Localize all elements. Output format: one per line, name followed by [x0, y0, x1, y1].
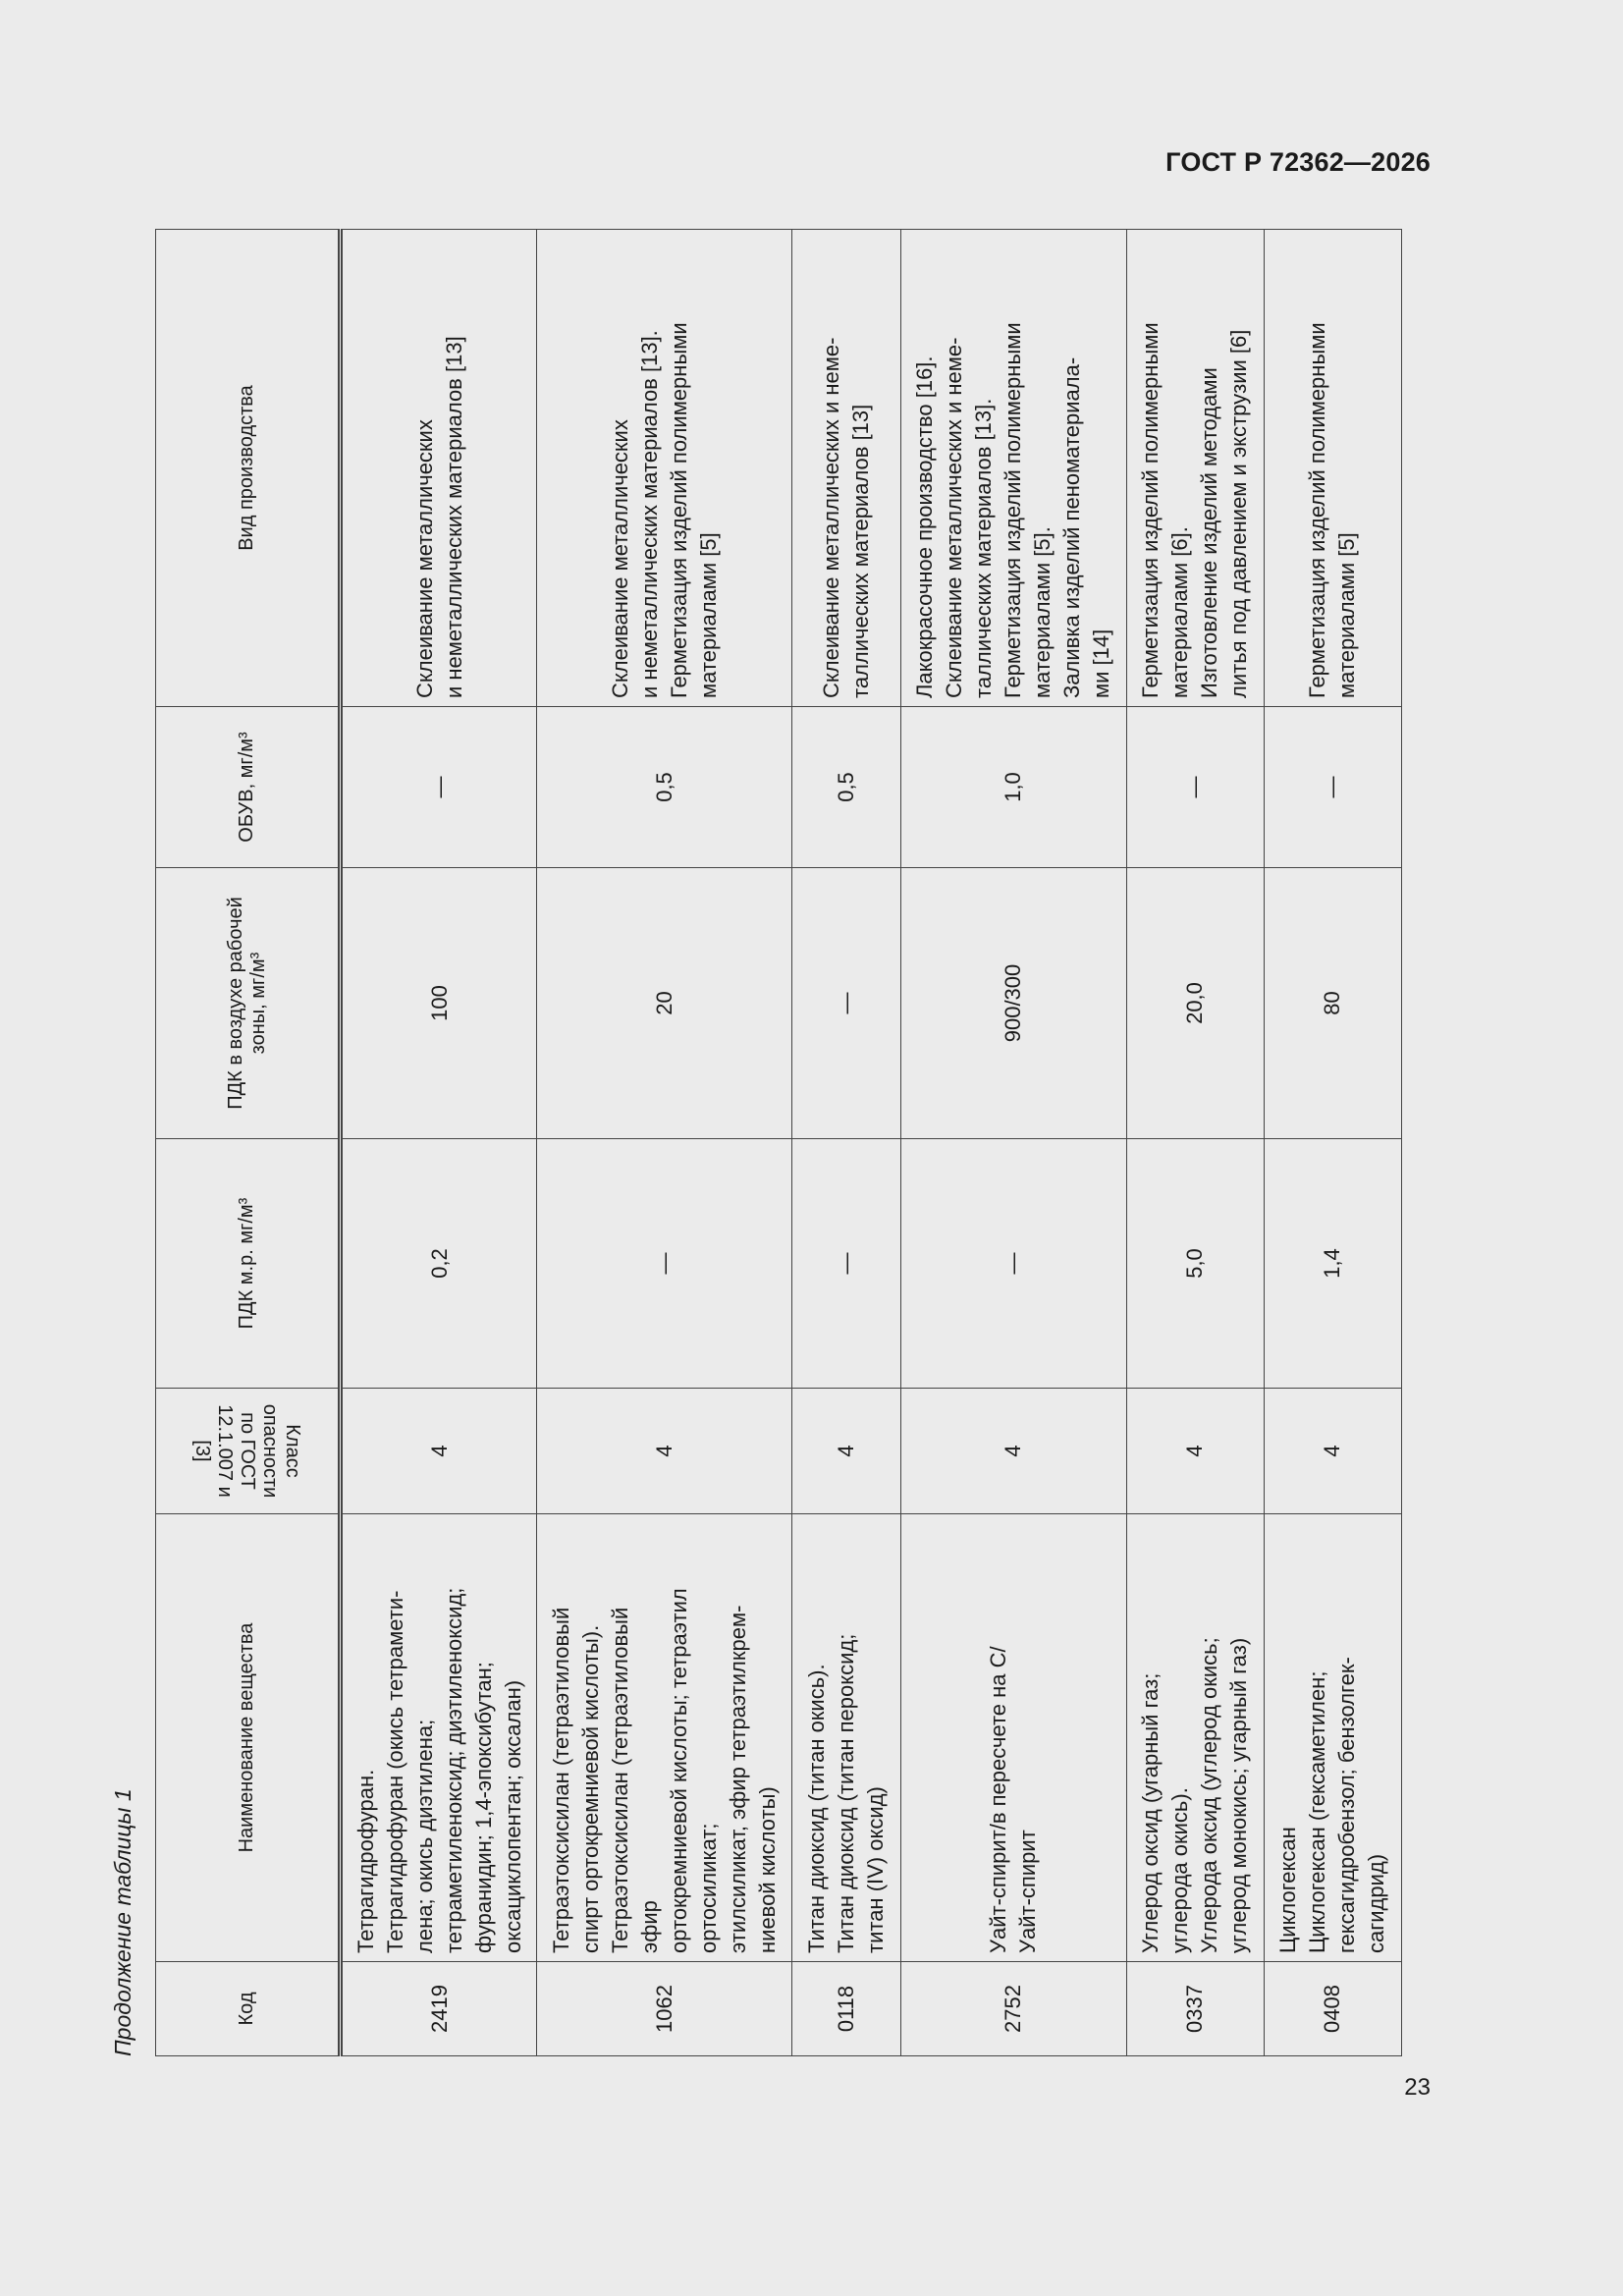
production-line: литья под давлением и экструзии [6] — [1226, 329, 1252, 698]
table-row — [1126, 230, 1264, 2056]
cell-hazard-class: 4 — [900, 1389, 1126, 1514]
cell-name — [900, 1514, 1126, 1962]
name-line: фуранидин; 1,4-эпоксибутан; — [470, 1662, 496, 1953]
cell-hazard-class: 4 — [1264, 1389, 1401, 1514]
production-line: Склеивание металлических и неме- — [942, 337, 967, 698]
table-header-row — [156, 230, 341, 2056]
cell-production — [792, 230, 900, 707]
name-line: ортосиликат; — [695, 1823, 721, 1953]
cell-pdk-air: 20,0 — [1126, 868, 1264, 1139]
name-line: Циклогексан — [1275, 1827, 1301, 1953]
production-line: Лакокрасочное производство [16]. — [912, 355, 938, 698]
page-number: 23 — [1404, 2074, 1431, 2101]
production-line: материалами [5]. — [1030, 526, 1055, 698]
cell-hazard-class: 4 — [1126, 1389, 1264, 1514]
cell-name — [792, 1514, 900, 1962]
cell-obuv: — — [1264, 707, 1401, 868]
name-line: эфир — [636, 1900, 662, 1953]
cell-code: 0337 — [1126, 1962, 1264, 2056]
substances-table — [155, 229, 1402, 2056]
name-line: Циклогексан (гексаметилен; — [1305, 1670, 1330, 1953]
production-line: материалами [6]. — [1167, 526, 1193, 698]
cell-obuv: — — [341, 707, 537, 868]
cell-code: 2419 — [341, 1962, 537, 2056]
production-line: Герметизация изделий полимерными — [1001, 322, 1026, 698]
cell-code: 0408 — [1264, 1962, 1401, 2056]
name-line: Тетрагидрофуран. — [352, 1769, 378, 1953]
cell-pdk-mr: — — [537, 1139, 792, 1389]
cell-name — [1264, 1514, 1401, 1962]
cell-pdk-mr: — — [792, 1139, 900, 1389]
col-header-pdk-mr: ПДК м.р. мг/м³ — [156, 1139, 341, 1389]
col-header-obuv: ОБУВ, мг/м³ — [156, 707, 341, 868]
name-line: этилсиликат, эфир тетраэтилкрем- — [725, 1605, 750, 1953]
name-line: Уайт-спирит/в пересчете на С/ — [986, 1646, 1011, 1953]
cell-name — [537, 1514, 792, 1962]
cell-production — [341, 230, 537, 707]
production-line: материалами [5] — [1334, 532, 1360, 698]
production-line: Склеивание металлических — [411, 419, 437, 698]
name-line: Тетрагидрофуран (окись тетрамети- — [382, 1590, 407, 1953]
cell-pdk-mr: — — [900, 1139, 1126, 1389]
name-line: Углерода оксид (углерод окись; — [1197, 1637, 1222, 1953]
col-header-pdk-air: ПДК в воздухе рабочей зоны, мг/м³ — [156, 868, 341, 1139]
table-row — [341, 230, 537, 2056]
name-line: Уайт-спирит — [1015, 1830, 1041, 1953]
table-row — [1264, 230, 1401, 2056]
production-line: Герметизация изделий полимерными — [1138, 322, 1163, 698]
name-line: лена; окись диэтилена; — [411, 1719, 437, 1953]
production-line: Изготовление изделий методами — [1197, 367, 1222, 698]
cell-pdk-air: 100 — [341, 868, 537, 1139]
cell-pdk-mr: 0,2 — [341, 1139, 537, 1389]
table-row — [537, 230, 792, 2056]
name-line: Углерод оксид (угарный газ; — [1138, 1672, 1163, 1953]
production-line: Заливка изделий пеноматериала- — [1059, 356, 1085, 698]
production-line: таллических материалов [13]. — [971, 398, 997, 698]
col-header-code: Код — [156, 1962, 341, 2056]
name-line: титан (IV) оксид) — [862, 1786, 888, 1953]
col-header-production: Вид производства — [156, 230, 341, 707]
cell-obuv: — — [1126, 707, 1264, 868]
name-line: тетраметиленоксид; диэтиленоксид; — [441, 1587, 466, 1953]
name-line: Тетраэтоксисилан (тетраэтиловый — [548, 1607, 573, 1953]
cell-pdk-air: 20 — [537, 868, 792, 1139]
name-line: углерода окись). — [1167, 1787, 1193, 1953]
cell-production — [1264, 230, 1401, 707]
production-line: Герметизация изделий полимерными — [1305, 322, 1330, 698]
name-line: Титан диоксид (титан окись). — [803, 1664, 829, 1953]
production-line: Склеивание металлических и неме- — [818, 337, 843, 698]
cell-name — [341, 1514, 537, 1962]
table-row — [792, 230, 900, 2056]
cell-obuv: 1,0 — [900, 707, 1126, 868]
production-line: Склеивание металлических — [607, 419, 632, 698]
col-header-name: Наименование вещества — [156, 1514, 341, 1962]
hazard-class-header-text: Класс опасности по ГОСТ 12.1.007 и [3] — [191, 1403, 303, 1499]
name-line: Титан диоксид (титан пероксид; — [833, 1633, 858, 1953]
name-line: ниевой кислоты) — [754, 1786, 780, 1953]
cell-hazard-class: 4 — [792, 1389, 900, 1514]
name-line: углерод монокись; угарный газ) — [1226, 1637, 1252, 1953]
cell-production — [537, 230, 792, 707]
production-line: ми [14] — [1089, 629, 1114, 698]
cell-pdk-air: 80 — [1264, 868, 1401, 1139]
cell-pdk-air: 900/300 — [900, 868, 1126, 1139]
name-line: сагидрид) — [1364, 1853, 1389, 1953]
production-line: и неметаллических материалов [13]. — [636, 330, 662, 698]
cell-obuv: 0,5 — [537, 707, 792, 868]
name-line: гексагидробензол; бензолгек- — [1334, 1657, 1360, 1953]
name-line: спирт ортокремниевой кислоты). — [577, 1624, 603, 1953]
production-line: Герметизация изделий полимерными — [666, 322, 691, 698]
cell-code: 1062 — [537, 1962, 792, 2056]
table-row — [900, 230, 1126, 2056]
col-header-hazard-class — [156, 1389, 341, 1514]
name-line: оксациклопентан; оксалан) — [500, 1679, 525, 1953]
table-caption: Продолжение таблицы 1 — [110, 1788, 135, 2056]
cell-pdk-mr: 5,0 — [1126, 1139, 1264, 1389]
cell-pdk-mr: 1,4 — [1264, 1139, 1401, 1389]
cell-obuv: 0,5 — [792, 707, 900, 868]
document-code: ГОСТ Р 72362—2026 — [1165, 147, 1431, 177]
cell-pdk-air: — — [792, 868, 900, 1139]
cell-code: 0118 — [792, 1962, 900, 2056]
rotated-table-block — [110, 224, 1404, 2056]
name-line: Тетраэтоксисилан (тетраэтиловый — [607, 1607, 632, 1953]
cell-hazard-class: 4 — [341, 1389, 537, 1514]
cell-production — [900, 230, 1126, 707]
cell-hazard-class: 4 — [537, 1389, 792, 1514]
name-line: ортокремниевой кислоты; тетраэтил — [666, 1588, 691, 1953]
production-line: и неметаллических материалов [13] — [441, 336, 466, 698]
production-line: материалами [5] — [695, 532, 721, 698]
cell-code: 2752 — [900, 1962, 1126, 2056]
cell-production — [1126, 230, 1264, 707]
cell-name — [1126, 1514, 1264, 1962]
production-line: таллических материалов [13] — [847, 404, 873, 698]
